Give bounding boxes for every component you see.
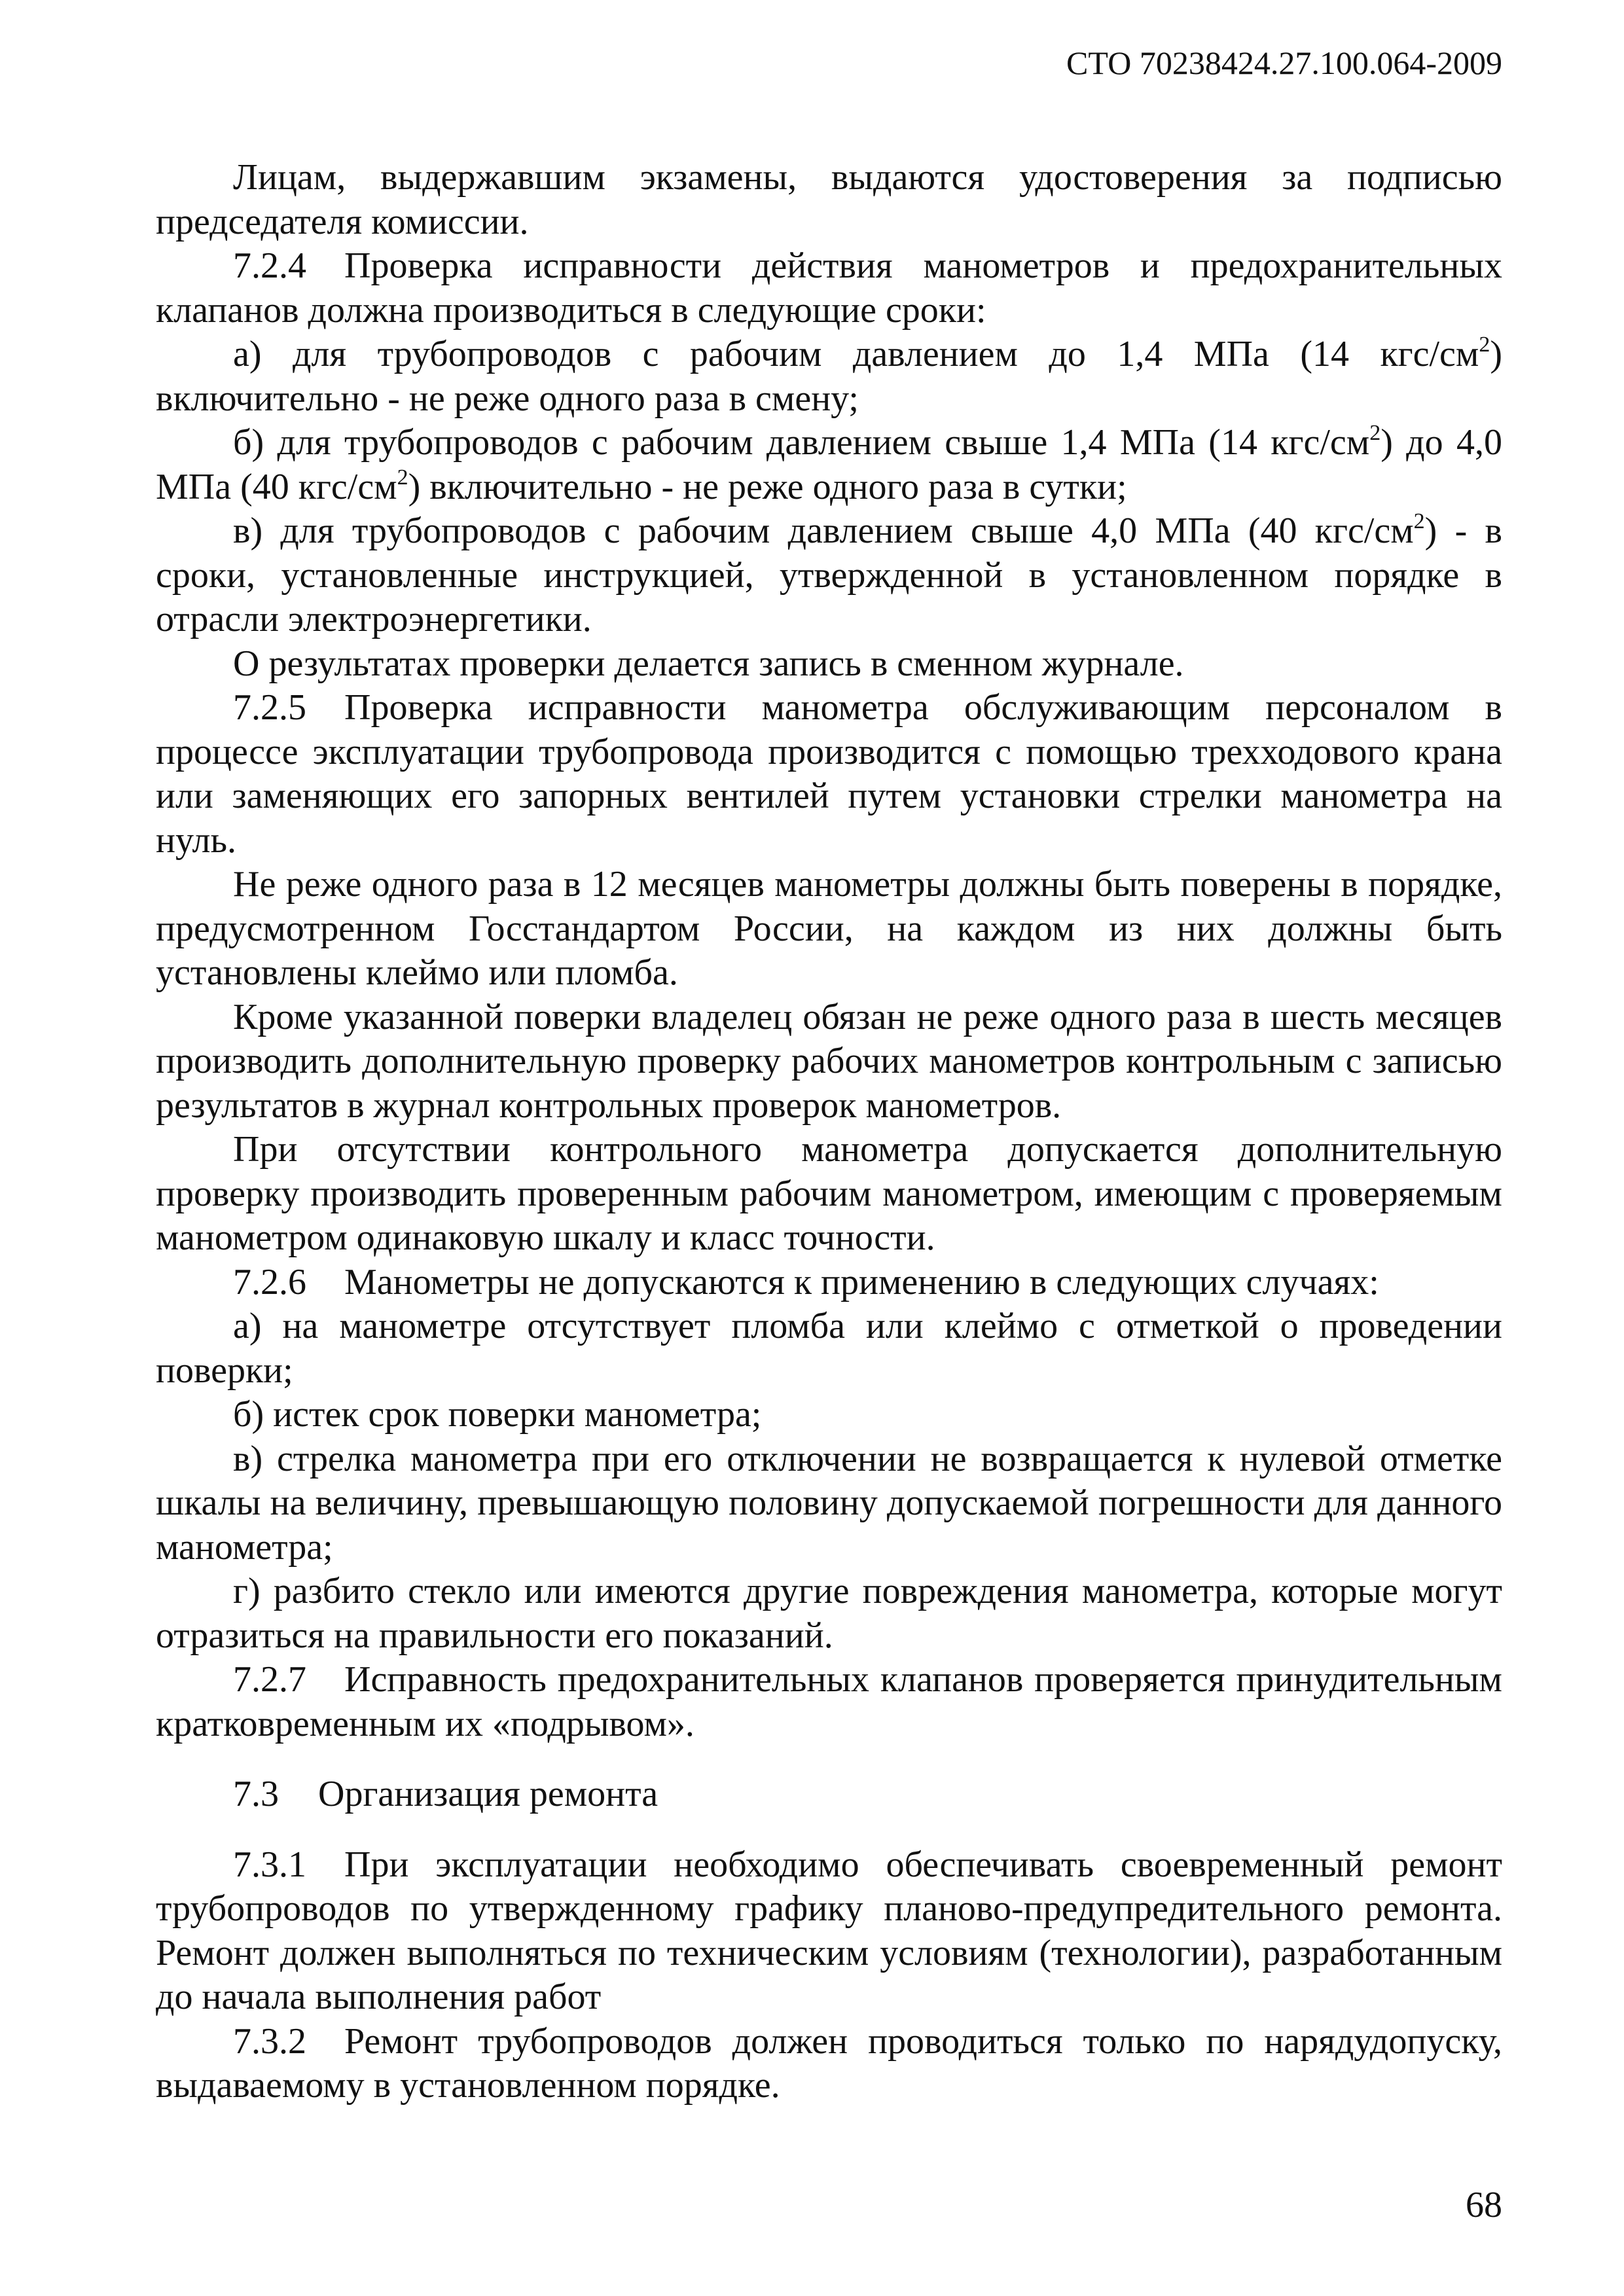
- item-text-part: ) - в сроки, установленные инструкцией, утвержденной в установленном порядке в отрасли электроэнергетики.: [156, 511, 1502, 639]
- paragraph-text: Проверка исправности манометра обслуживающим персоналом в процессе эксплуатации трубопровода производится с помощью трехходового крана или заменяющих его запорных вентилей путем установки стрелки манометра на нуль.: [156, 687, 1502, 861]
- paragraph-7-2-6: [156, 1261, 1502, 1305]
- list-item-b-expired: б) истек срок поверки манометра;: [233, 1394, 762, 1435]
- clause-number: 7.2.4: [233, 245, 306, 286]
- superscript: 2: [1413, 509, 1425, 533]
- document-body: [156, 156, 1502, 2108]
- document-code: СТО 70238424.27.100.064-2009: [1066, 45, 1502, 81]
- clause-number: 7.3.2: [233, 2020, 306, 2062]
- section-heading-7-3: [156, 1772, 1502, 1817]
- item-text-part: ) до 4,0 МПа (40 кгс/см: [156, 422, 1503, 507]
- paragraph-7-2-7: [156, 1658, 1502, 1746]
- paragraph-verification-12-months: Не реже одного раза в 12 месяцев манометры должны быть поверены в порядке, предусмотренном Госстандартом России, на каждом из них должны быть установлены клеймо или пломба.: [156, 864, 1502, 993]
- paragraph-text: Исправность предохранительных клапанов проверяется принудительным кратковременным их «подрывом».: [156, 1659, 1502, 1744]
- paragraph-shift-log: О результатах проверки делается запись в сменном журнале.: [233, 643, 1184, 684]
- section-title: Организация ремонта: [318, 1774, 659, 1814]
- page-number: 68: [1466, 2185, 1502, 2225]
- item-text-part: а) для трубопроводов с рабочим давлением до 1,4 МПа (14 кгс/см: [233, 334, 1479, 374]
- superscript: 2: [1369, 421, 1381, 445]
- paragraph-7-3-1: [156, 1843, 1502, 2020]
- superscript: 2: [397, 465, 408, 490]
- paragraph-text: При эксплуатации необходимо обеспечивать своевременный ремонт трубопроводов по утвержденному графику планово-предупредительного ремонта. Ремонт должен выполняться по техническим условиям (технологии), разработанным до начала выполнения работ: [156, 1844, 1502, 2017]
- item-text-part: в) для трубопроводов с рабочим давлением свыше 4,0 МПа (40 кгс/см: [233, 511, 1414, 551]
- clause-number: 7.2.7: [233, 1659, 306, 1700]
- paragraph-text: Ремонт трубопроводов должен проводиться только по нарядудопуску, выдаваемому в установленном порядке.: [156, 2020, 1502, 2106]
- paragraph-additional-check: Кроме указанной поверки владелец обязан не реже одного раза в шесть месяцев производить дополнительную проверку рабочих манометров контрольным с записью результатов в журнал контрольных проверок манометров.: [156, 996, 1502, 1126]
- paragraph-text: Манометры не допускаются к применению в следующих случаях:: [344, 1261, 1379, 1302]
- paragraph-7-2-4: [156, 244, 1502, 332]
- clause-number: 7.2.6: [233, 1261, 306, 1302]
- item-text-part: б) для трубопроводов с рабочим давлением свыше 1,4 МПа (14 кгс/см: [233, 422, 1370, 463]
- paragraph-certificates: Лицам, выдержавшим экзамены, выдаются удостоверения за подписью председателя комиссии.: [156, 157, 1502, 242]
- list-item-b-pressure: [156, 421, 1502, 509]
- list-item-a-seal: а) на манометре отсутствует пломба или клеймо с отметкой о проведении поверки;: [156, 1306, 1502, 1391]
- item-text-part: ) включительно - не реже одного раза в сутки;: [408, 466, 1127, 507]
- paragraph-no-control-gauge: При отсутствии контрольного манометра допускается дополнительную проверку производить проверенным рабочим манометром, имеющим с проверяемым манометром одинаковую шкалу и класс точности.: [156, 1129, 1502, 1258]
- item-text-part: ) включительно - не реже одного раза в смену;: [156, 334, 1502, 419]
- section-number: 7.3: [233, 1774, 279, 1814]
- clause-number: 7.3.1: [233, 1844, 306, 1885]
- clause-number: 7.2.5: [233, 687, 306, 728]
- superscript: 2: [1479, 332, 1490, 357]
- list-item-d-glass: г) разбито стекло или имеются другие повреждения манометра, которые могут отразиться на правильности его показаний.: [156, 1571, 1502, 1656]
- list-item-c-needle: в) стрелка манометра при его отключении не возвращается к нулевой отметке шкалы на величину, превышающую половину допускаемой погрешности для данного манометра;: [156, 1438, 1502, 1568]
- list-item-a-pressure: [156, 332, 1502, 421]
- list-item-c-pressure: [156, 509, 1502, 642]
- paragraph-7-2-5: [156, 686, 1502, 863]
- paragraph-7-3-2: [156, 2020, 1502, 2108]
- paragraph-text: Проверка исправности действия манометров и предохранительных клапанов должна производиться в следующие сроки:: [156, 245, 1502, 331]
